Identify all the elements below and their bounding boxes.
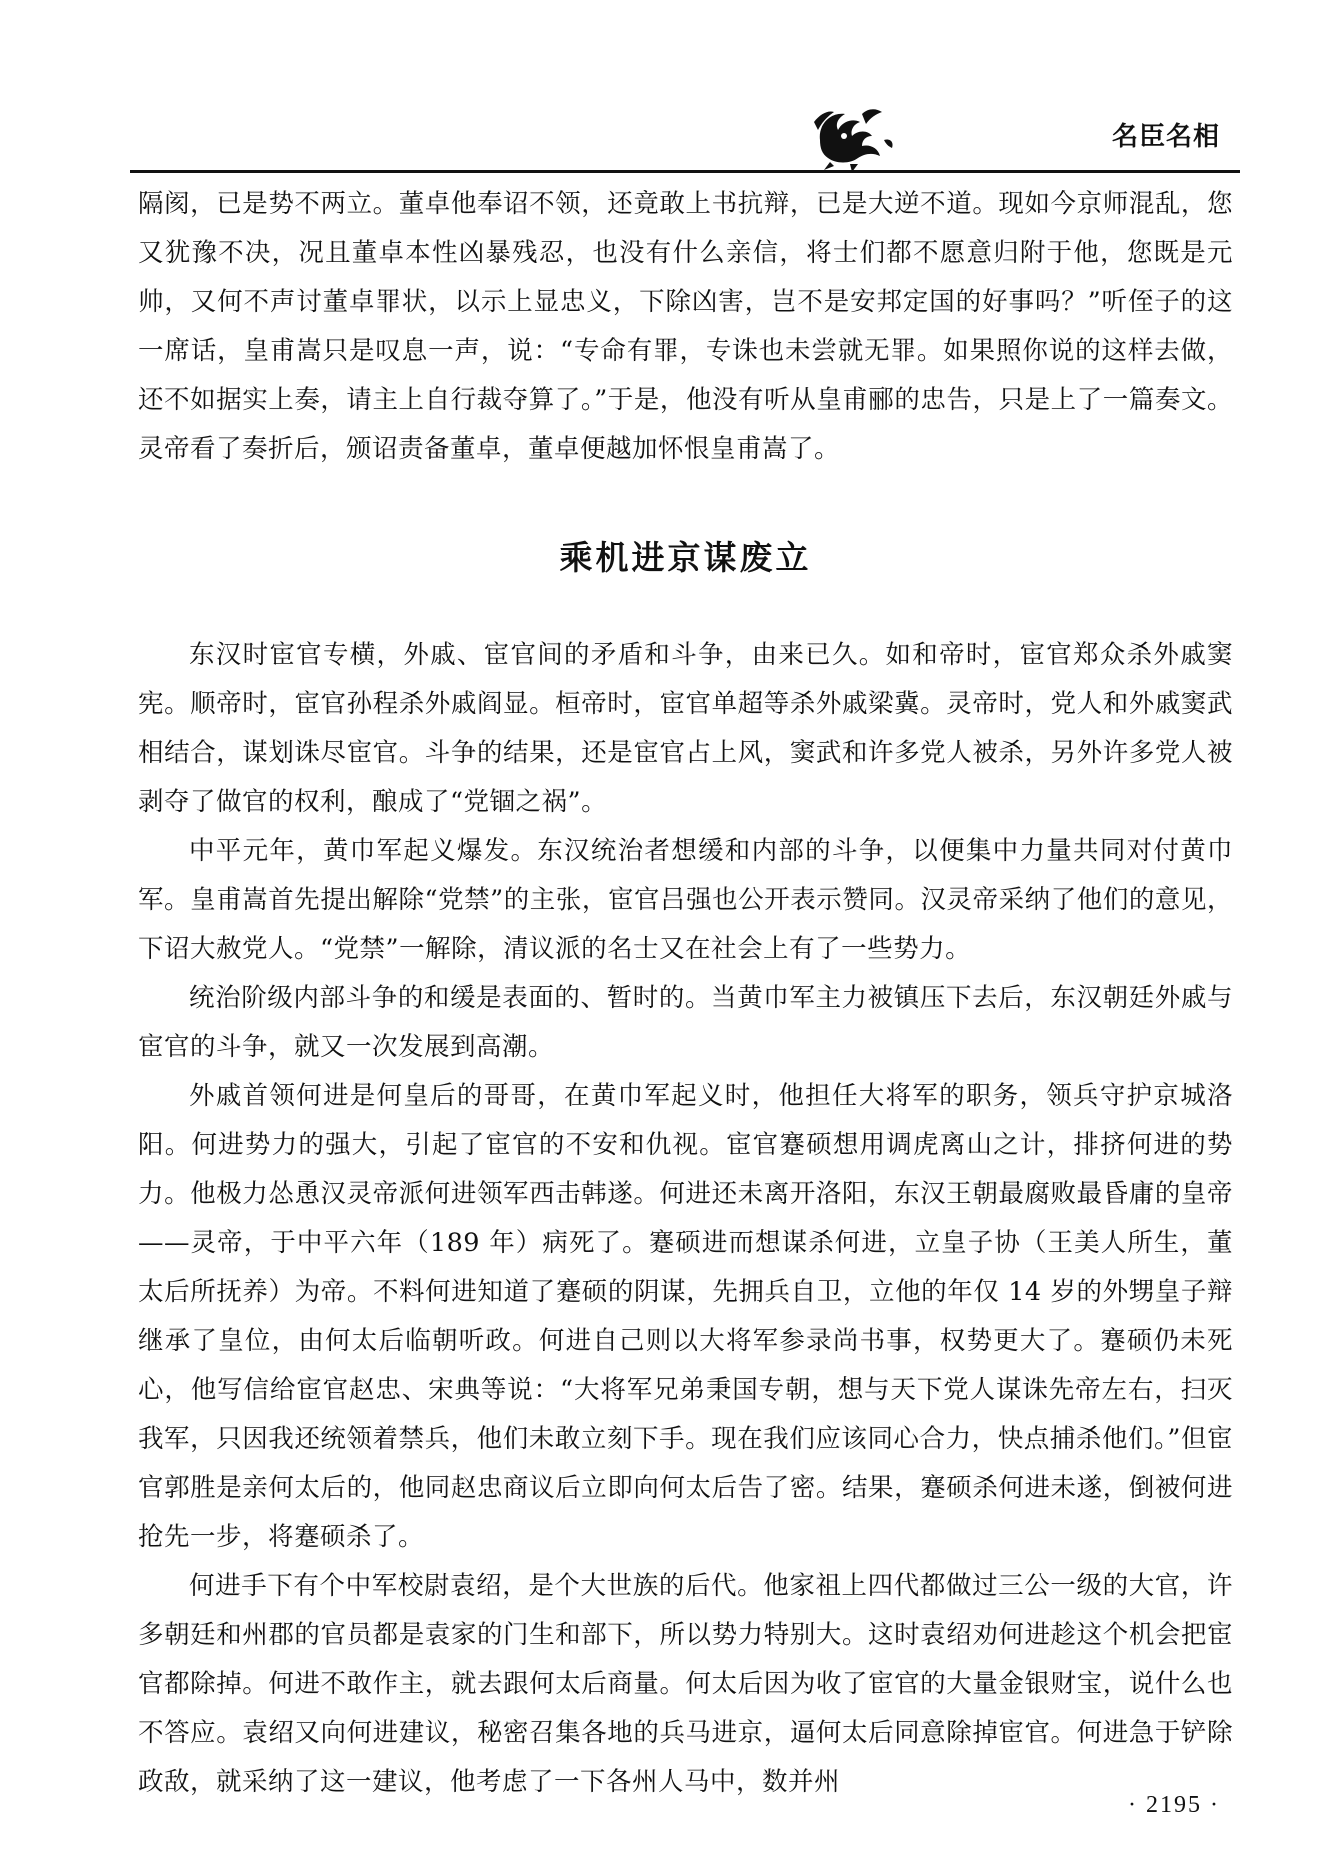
paragraph: 东汉时宦官专横，外戚、宦官间的矛盾和斗争，由来已久。如和帝时，宦官郑众杀外戚窦宪。顺帝时，宦官孙程杀外戚阎显。桓帝时，宦官单超等杀外戚梁冀。灵帝时，党人和外戚窦武相结合，谋划诛尽宦官。斗争的结果，还是宦官占上风，窦武和许多党人被杀，另外许多党人被剥夺了做官的权利，酿成了“党锢之祸”。 — [138, 640, 1233, 817]
page-body — [138, 180, 1233, 1807]
paragraph: 中平元年，黄巾军起义爆发。东汉统治者想缓和内部的斗争，以便集中力量共同对付黄巾军。皇甫嵩首先提出解除“党禁”的主张，宦官吕强也公开表示赞同。汉灵帝采纳了他们的意见，下诏大赦党人。“党禁”一解除，清议派的名士又在社会上有了一些势力。 — [138, 836, 1233, 964]
dragon-icon — [800, 100, 900, 172]
paragraph: 统治阶级内部斗争的和缓是表面的、暂时的。当黄巾军主力被镇压下去后，东汉朝廷外戚与宦官的斗争，就又一次发展到高潮。 — [138, 983, 1233, 1062]
paragraph: 何进手下有个中军校尉袁绍，是个大世族的后代。他家祖上四代都做过三公一级的大官，许多朝廷和州郡的官员都是袁家的门生和部下，所以势力特别大。这时袁绍劝何进趁这个机会把宦官都除掉。何进不敢作主，就去跟何太后商量。何太后因为收了宦官的大量金银财宝，说什么也不答应。袁绍又向何进建议，秘密召集各地的兵马进京，逼何太后同意除掉宦官。何进急于铲除政敌，就采纳了这一建议，他考虑了一下各州人马中，数并州 — [138, 1571, 1233, 1797]
section-title: 名臣名相 — [1111, 122, 1220, 152]
section-heading: 乘机进京谋废立 — [559, 538, 812, 577]
paragraph: 外戚首领何进是何皇后的哥哥，在黄巾军起义时，他担任大将军的职务，领兵守护京城洛阳。何进势力的强大，引起了宦官的不安和仇视。宦官蹇硕想用调虎离山之计，排挤何进的势力。他极力怂恿汉灵帝派何进领军西击韩遂。何进还未离开洛阳，东汉王朝最腐败最昏庸的皇帝——灵帝，于中平六年（189 年）病死了。蹇硕进而想谋杀何进，立皇子协（王美人所生，董太后所抚养）为帝。不料何进知道了蹇硕的阴谋，先拥兵自卫，立他的年仅 14 岁的外甥皇子辩继承了皇位，由何太后临朝听政。何进自己则以大将军参录尚书事，权势更大了。蹇硕仍未死心，他写信给宦官赵忠、宋典等说：“大将军兄弟秉国专朝，想与天下党人谋诛先帝左右，扫灭我军，只因我还统领着禁兵，他们未敢立刻下手。现在我们应该同心合力，快点捕杀他们。”但宦官郭胜是亲何太后的，他同赵忠商议后立即向何太后告了密。结果，蹇硕杀何进未遂，倒被何进抢先一步，将蹇硕杀了。 — [138, 1081, 1233, 1552]
paragraph: 隔阂，已是势不两立。董卓他奉诏不领，还竟敢上书抗辩，已是大逆不道。现如今京师混乱，您又犹豫不决，况且董卓本性凶暴残忍，也没有什么亲信，将士们都不愿意归附于他，您既是元帅，又何不声讨董卓罪状，以示上显忠义，下除凶害，岂不是安邦定国的好事吗？”听侄子的这一席话，皇甫嵩只是叹息一声，说：“专命有罪，专诛也未尝就无罪。如果照你说的这样去做，还不如据实上奏，请主上自行裁夺算了。”于是，他没有听从皇甫郦的忠告，只是上了一篇奏文。灵帝看了奏折后，颁诏责备董卓，董卓便越加怀恨皇甫嵩了。 — [138, 189, 1233, 464]
running-header — [130, 100, 1240, 172]
page-number: · 2195 · — [1128, 1792, 1220, 1818]
header-rule — [130, 170, 1240, 173]
